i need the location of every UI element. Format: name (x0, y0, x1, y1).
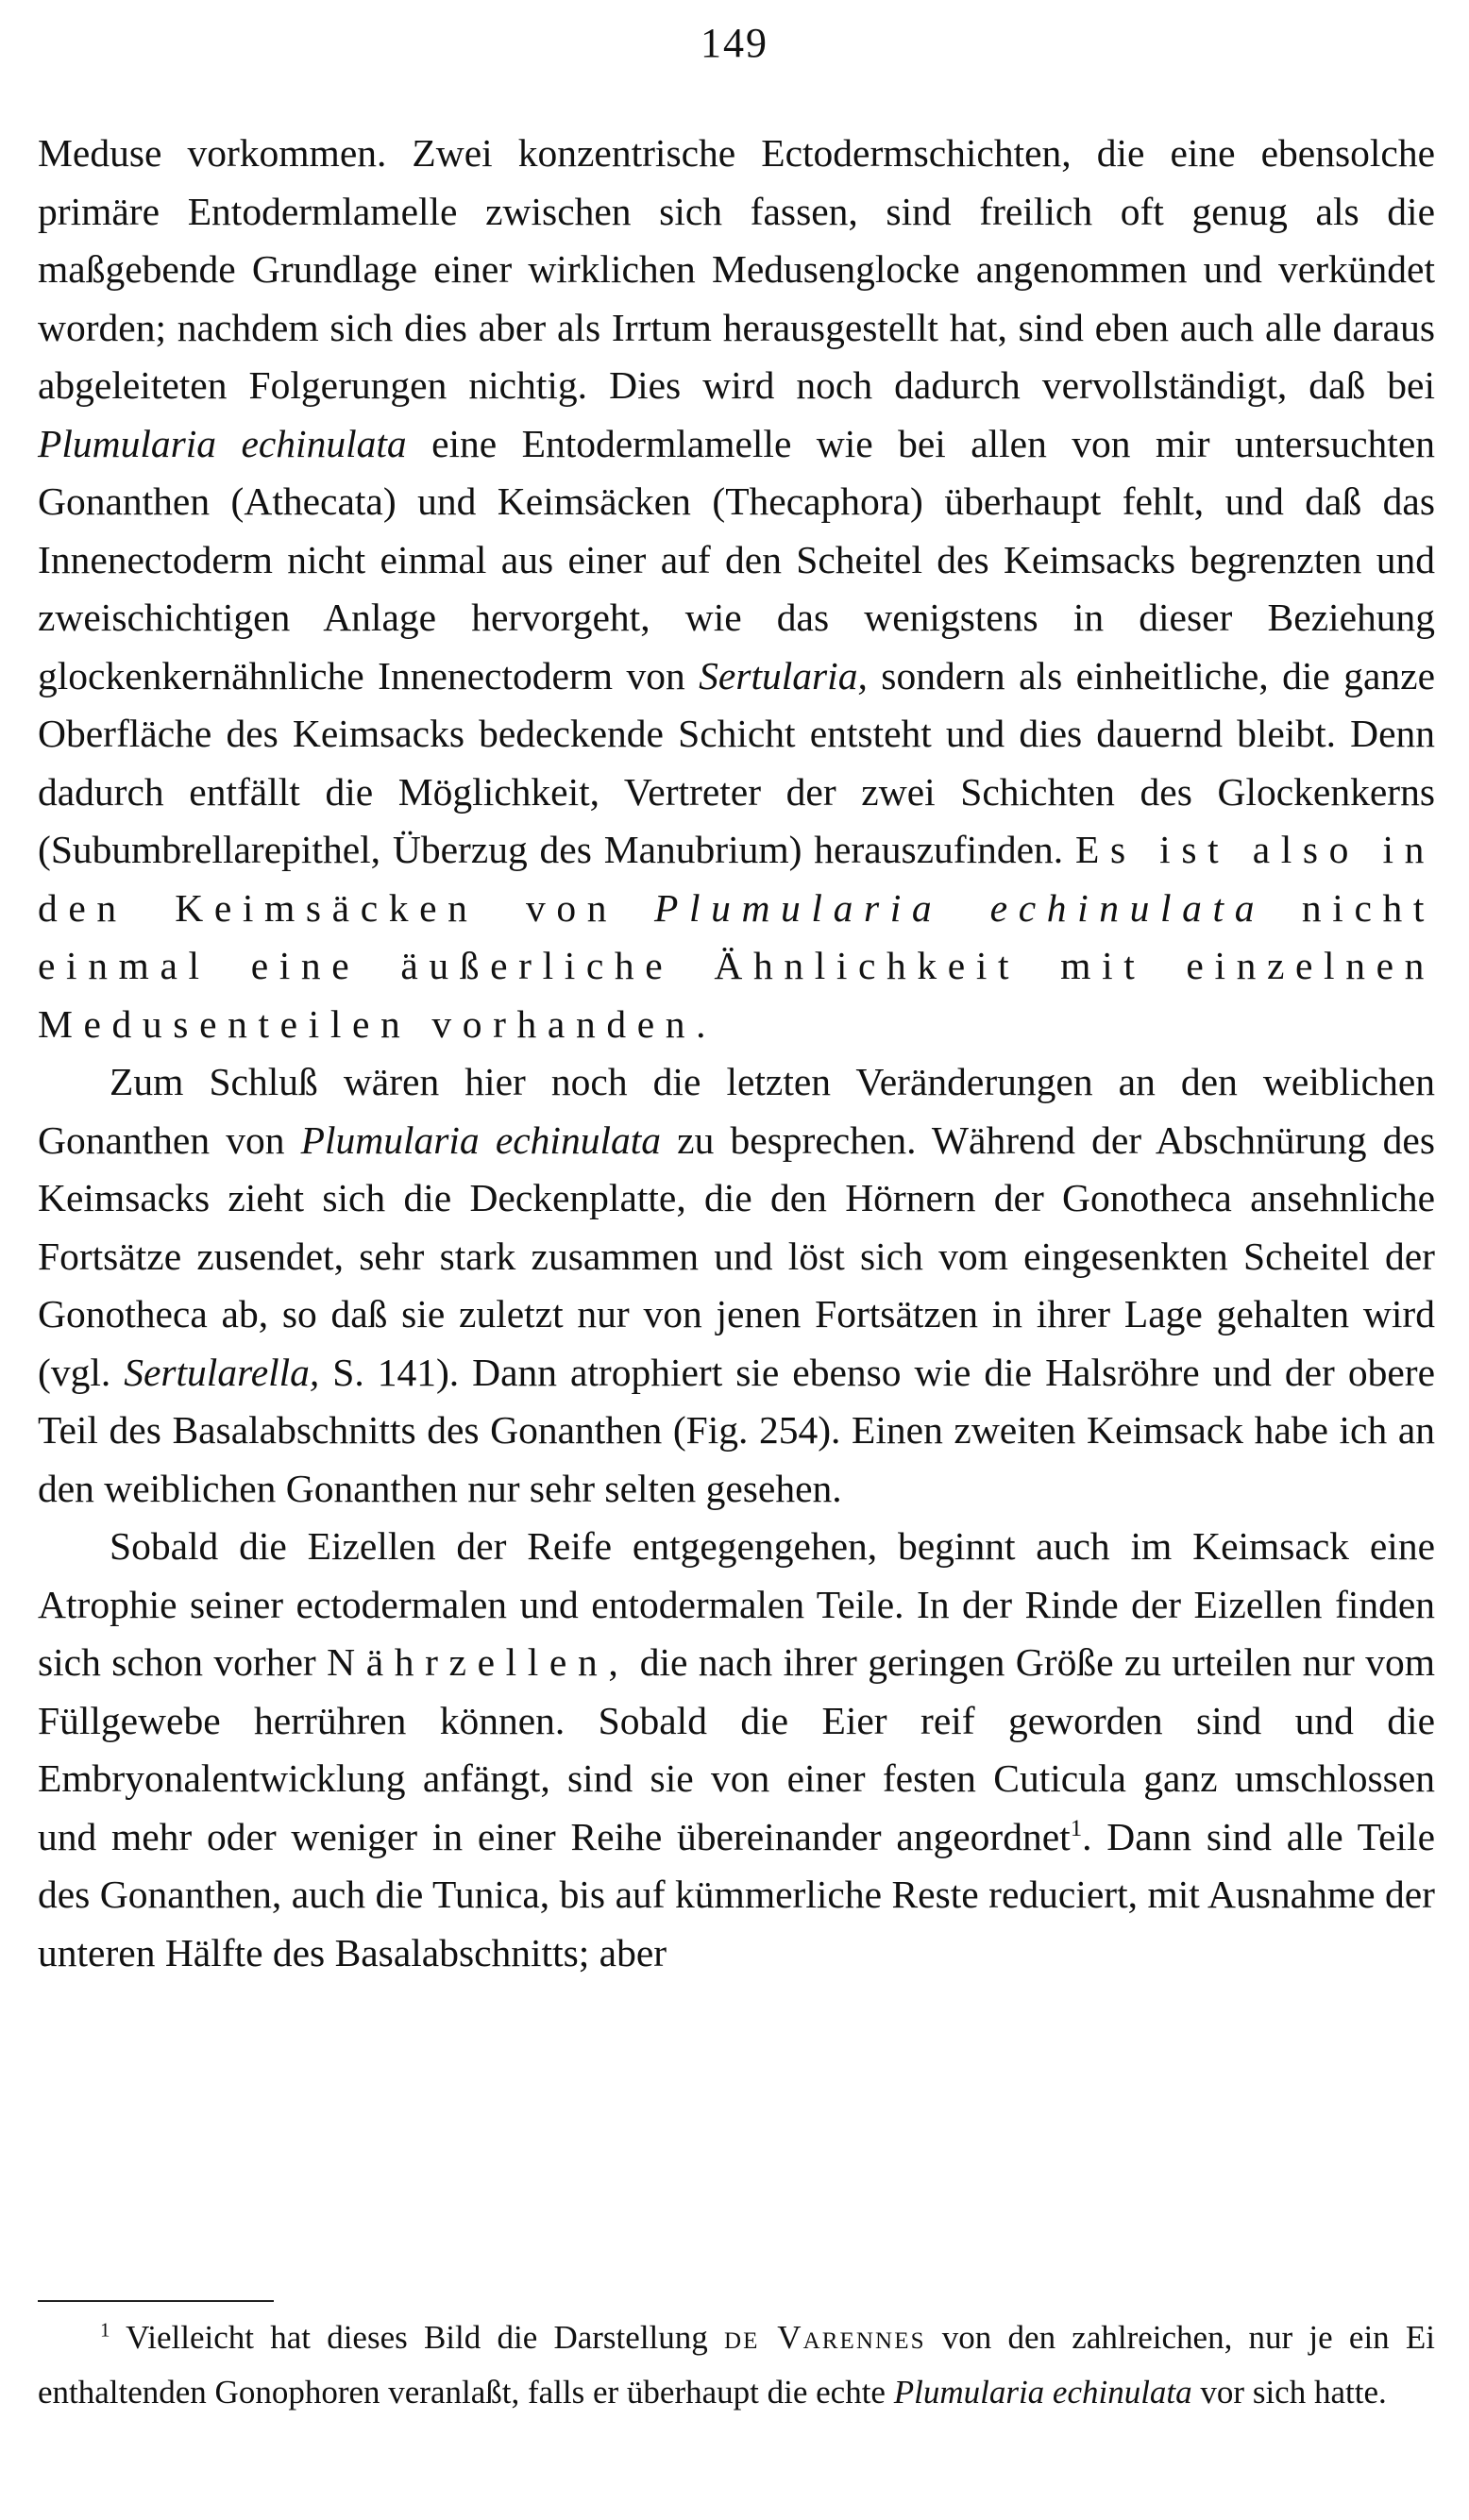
text-run: . Dann sind alle Teile des Gonanthen, auch die Tunica, bis auf kümmerliche Reste reduciert, mit Ausnahme der unteren Hälfte des Basalabschnitts; aber (38, 1814, 1435, 1974)
text-run: von den zahlreichen, nur je ein Ei enthaltenden Gonophoren veranlaßt, falls er überhaupt die echte (38, 2319, 1435, 2411)
author-name: de Varennes (724, 2319, 926, 2356)
genus-name: Sertularella, (124, 1350, 320, 1394)
genus-name: Sertularia, (699, 653, 868, 697)
text-run (1265, 886, 1302, 930)
species-name: Plumularia echinulata (38, 421, 407, 465)
species-name: Plumularia echinulata (893, 2374, 1192, 2411)
emphasized-text: Es ist also in den Keimsäcken von (38, 828, 1435, 930)
text-run: Vielleicht hat dieses Bild die Darstellung (110, 2319, 724, 2356)
emphasized-text: Nährzellen, (327, 1640, 630, 1684)
text-run: Zum Schluß wären hier noch die letzten Veränderungen an den weiblichen Gonanthen von (38, 1060, 1435, 1162)
species-name: Plumularia echinulata (653, 885, 1266, 930)
text-run: Meduse vorkommen. Zwei konzentrische Ectodermschichten, die eine ebensolche primäre Entodermlamelle zwischen sich fassen, sind freilich oft genug als die maßgebende Grundlage einer wirklichen Medusenglocke angenommen und verkündet worden; nachdem sich dies aber als Irrtum herausgestellt hat, sind eben auch alle daraus abgeleiteten Folgerungen nichtig. Dies wird noch dadurch vervollständigt, daß bei (38, 131, 1435, 407)
footnote (38, 2310, 1435, 2420)
text-run: sondern als einheitliche, die ganze Oberfläche des Keimsacks bedeckende Schicht entsteht und dies dauernd bleibt. Denn dadurch entfällt die Möglichkeit, Vertreter der zwei Schichten des Glockenkerns (Subumbrellarepithel, Überzug des Manubrium) herauszufinden. (38, 653, 1435, 871)
footnote-reference[interactable]: 1 (1070, 1815, 1083, 1841)
footnote-mark: 1 (100, 2318, 110, 2342)
emphasized-text: nicht einmal eine äußerliche Ähnlichkeit mit einzelnen Medusenteilen vorhanden. (38, 885, 1436, 1046)
text-run: eine Entodermlamelle wie bei allen von mir untersuchten Gonanthen (Athecata) und Keimsäcken (Thecaphora) überhaupt fehlt, und daß das Innenectoderm nicht einmal aus einer auf den Scheitel des Keimsacks begrenzten und zweischichtigen Anlage hervorgeht, wie das wenigstens in dieser Beziehung glockenkernähnliche Innenectoderm von (38, 421, 1435, 697)
paragraph-3 (38, 1518, 1435, 1982)
text-run: vor sich hatte. (1191, 2374, 1387, 2411)
body-text (38, 125, 1435, 1982)
page-number: 149 (701, 20, 768, 66)
paragraph-1 (38, 125, 1435, 1053)
text-run (617, 886, 654, 930)
species-name: Plumularia echinulata (300, 1117, 662, 1162)
footnote-divider (38, 2300, 274, 2302)
text-run: die nach ihrer geringen Größe zu urteilen nur vom Füllgewebe herrühren können. Sobald die Eier reif geworden sind und die Embryonalentwicklung anfängt, sind sie von einer festen Cuticula ganz umschlossen und mehr oder weniger in einer Reihe übereinander angeordnet (38, 1640, 1436, 1858)
paragraph-2 (38, 1053, 1435, 1518)
text-run: S. 141). Dann atrophiert sie ebenso wie die Halsröhre und der obere Teil des Basalabschnitts des Gonanthen (Fig. 254). Einen zweiten Keimsack habe ich an den weiblichen Gonanthen nur sehr selten gesehen. (38, 1350, 1435, 1510)
text-run: zu besprechen. Während der Abschnürung des Keimsacks zieht sich die Deckenplatte, die den Hörnern der Gonotheca ansehnliche Fortsätze zusendet, sehr stark zusammen und löst sich vom eingesenkten Scheitel der Gonotheca ab, so daß sie zuletzt nur von jenen Fortsätzen in ihrer Lage gehalten wird (vgl. (38, 1117, 1436, 1394)
text-run: Sobald die Eizellen der Reife entgegengehen, beginnt auch im Keimsack eine Atrophie seiner ectodermalen und entodermalen Teile. In der Rinde der Eizellen finden sich schon vorher (38, 1524, 1435, 1684)
